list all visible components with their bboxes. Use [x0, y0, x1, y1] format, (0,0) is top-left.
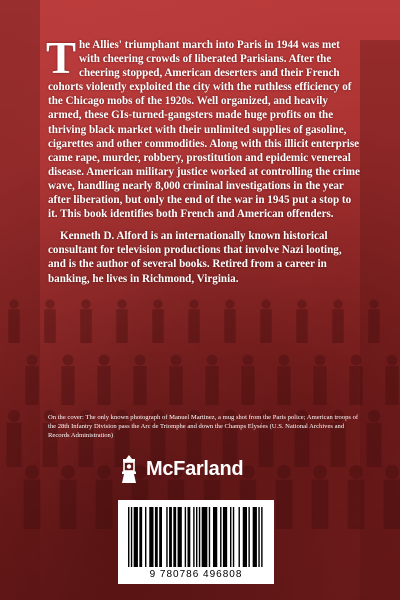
barcode-bar	[202, 507, 208, 567]
barcode-bar	[155, 507, 158, 567]
soldier-silhouette	[189, 299, 198, 308]
barcode-bar	[253, 507, 257, 567]
soldier-silhouette	[279, 355, 290, 366]
soldier-silhouette	[188, 309, 199, 343]
soldier-silhouette	[297, 299, 306, 308]
soldier-silhouette	[9, 299, 18, 308]
soldier-silhouette	[27, 355, 38, 366]
barcode-bars	[128, 507, 264, 567]
barcode-bar	[248, 507, 249, 567]
barcode-bar	[149, 507, 153, 567]
soldier-silhouette	[277, 465, 291, 479]
soldier-silhouette	[8, 309, 19, 343]
lighthouse-lantern-icon	[118, 454, 140, 484]
soldier-silhouette	[63, 355, 74, 366]
soldier-silhouette	[169, 366, 182, 405]
soldier-silhouette	[369, 299, 378, 308]
soldier-silhouette	[368, 309, 379, 343]
soldier-silhouette	[25, 465, 39, 479]
barcode-bar	[173, 507, 176, 567]
soldier-silhouette	[225, 299, 234, 308]
soldier-silhouette	[296, 309, 307, 343]
soldier-silhouette	[61, 366, 74, 405]
barcode-bar	[131, 507, 132, 567]
soldier-silhouette	[333, 299, 342, 308]
blurb-text	[46, 33, 360, 286]
soldier-silhouette	[80, 309, 91, 343]
barcode-bar	[233, 507, 234, 567]
soldier-silhouette	[97, 465, 111, 479]
barcode-bar	[243, 507, 247, 567]
soldier-silhouette	[385, 465, 399, 479]
soldier-silhouette	[312, 480, 329, 529]
barcode-bar	[209, 507, 210, 567]
barcode-bar	[159, 507, 162, 567]
soldier-silhouette	[207, 355, 218, 366]
barcode-bar	[220, 507, 221, 567]
isbn-digits: 9 780786 496808	[149, 569, 243, 580]
barcode-bar	[223, 507, 227, 567]
barcode-bar	[178, 507, 182, 567]
soldier-silhouette	[8, 410, 20, 422]
barcode-bar	[261, 507, 262, 567]
soldier-silhouette	[348, 480, 365, 529]
soldier-silhouette	[116, 309, 127, 343]
soldier-silhouette	[81, 299, 90, 308]
soldier-silhouette	[171, 355, 182, 366]
soldier-silhouette	[7, 423, 22, 467]
soldier-silhouette	[368, 410, 380, 422]
soldier-silhouette	[117, 299, 126, 308]
soldier-silhouette	[61, 465, 75, 479]
barcode-bar	[193, 507, 194, 567]
soldier-silhouette	[133, 366, 146, 405]
soldier-silhouette	[45, 299, 54, 308]
barcode-bar	[188, 507, 191, 567]
barcode-bar	[230, 507, 231, 567]
barcode-bar	[196, 507, 197, 567]
blurb-paragraph	[46, 33, 360, 221]
soldier-silhouette	[315, 355, 326, 366]
author-bio-text: is an internationally known historical consultant for television productions that involve Nazi looting, and is the author of several books. Retired from a career in banking, he lives in Richmond, Virginia.	[48, 230, 342, 285]
blurb-body: he Allies' triumphant march into Paris in 1944 was met with cheering crowds of liberated Parisians. After the cheering stopped, American deserters and their French cohorts violently exploited the city with the ruthless efficiency of the Chicago mobs of the 1920s. Well organized, and heavily armed, these GIs-turned-gangsters made huge profits on the thriving black market with their unlimited supplies of gasoline, cigarettes and other commodities. Along with this illicit enterprise came rape, murder, robbery, prostitution and epidemic venereal disease. American military justice worked at controlling the crime wave, handling nearly 8,000 criminal investigations in the year after liberation, but only the end of the war in 1945 put a stop to it. This book identifies both French and American offenders.	[48, 39, 360, 221]
soldier-silhouette	[332, 309, 343, 343]
drop-cap: T	[46, 33, 77, 83]
soldier-silhouette	[313, 465, 327, 479]
barcode-bar	[239, 507, 240, 567]
soldier-silhouette	[99, 355, 110, 366]
soldier-silhouette	[351, 355, 362, 366]
soldier-silhouette	[25, 366, 38, 405]
soldier-silhouette	[152, 309, 163, 343]
barcode-bar	[166, 507, 167, 567]
soldier-silhouette	[96, 480, 113, 529]
soldier-silhouette	[385, 366, 398, 405]
soldier-silhouette	[224, 309, 235, 343]
soldier-silhouette	[276, 480, 293, 529]
barcode-bar	[258, 507, 259, 567]
soldier-silhouette	[313, 366, 326, 405]
isbn-barcode	[118, 500, 274, 584]
soldier-silhouette	[44, 309, 55, 343]
author-bio	[48, 229, 360, 285]
publisher-name: McFarland	[146, 457, 244, 480]
soldier-silhouette	[384, 480, 400, 529]
soldier-silhouette	[349, 465, 363, 479]
barcode-bar	[139, 507, 142, 567]
soldier-silhouette	[387, 355, 398, 366]
soldier-silhouette	[243, 355, 254, 366]
barcode-bar	[213, 507, 217, 567]
barcode-bar	[185, 507, 186, 567]
soldier-silhouette	[24, 480, 41, 529]
soldier-silhouette	[261, 299, 270, 308]
soldier-silhouette	[349, 366, 362, 405]
soldier-silhouette	[60, 480, 77, 529]
barcode-bar	[145, 507, 146, 567]
barcode-bar	[169, 507, 172, 567]
cover-caption: On the cover: The only known photograph of Manuel Martinez, a mug shot from the Paris police; American troops of the 28th Infantry Division pass the Arc de Triomphe and down the Champs Elysées (U.S. National Archives and Records Administration)	[48, 414, 359, 439]
publisher-logo	[118, 453, 243, 485]
barcode-bar	[199, 507, 200, 567]
soldier-silhouette	[205, 366, 218, 405]
soldier-silhouette	[97, 366, 110, 405]
soldier-silhouette	[153, 299, 162, 308]
soldier-silhouette	[367, 423, 382, 467]
author-name: Kenneth D. Alford	[60, 230, 148, 243]
soldier-silhouette	[260, 309, 271, 343]
soldier-silhouette	[135, 355, 146, 366]
barcode-bar	[134, 507, 138, 567]
soldier-silhouette	[241, 366, 254, 405]
soldier-silhouette	[277, 366, 290, 405]
barcode-bar	[128, 507, 129, 567]
